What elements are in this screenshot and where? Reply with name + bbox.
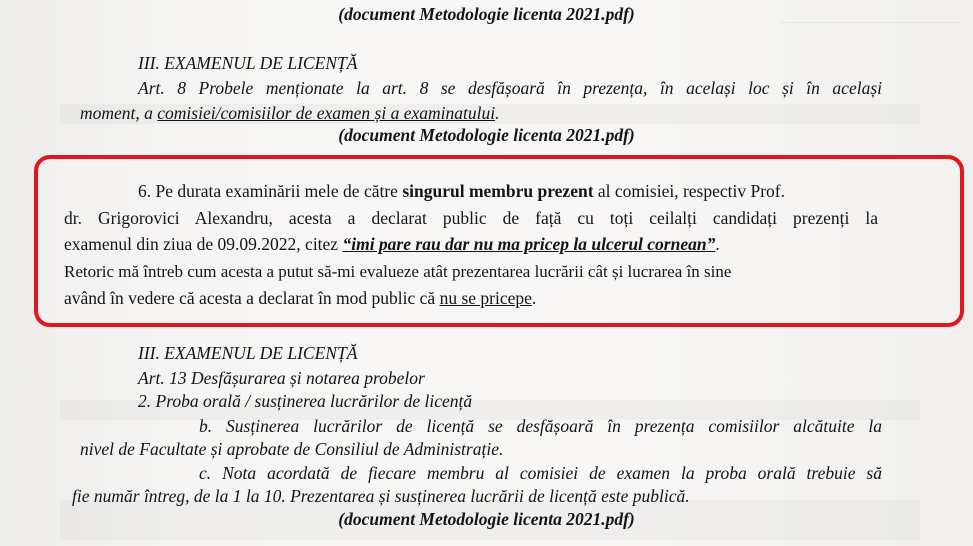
doc-reference-top: (document Metodologie licenta 2021.pdf) — [338, 4, 635, 24]
article-13-title: Art. 13 Desfășurarea și notarea probelor — [138, 368, 425, 388]
highlight-line-3-prefix: examenul din ziua de 09.09.2022, citez — [64, 234, 343, 254]
highlight-line-2: dr. Grigorovici Alexandru, acesta a declarat public de față cu toți ceilalți candidați prezenți la — [64, 208, 878, 228]
point-c-line-2: fie număr întreg, de la 1 la 10. Prezentarea și susținerea lucrării de licență este publică. — [72, 486, 690, 506]
article-8-suffix: . — [495, 103, 500, 123]
highlight-line-1 — [138, 183, 785, 201]
section-heading: III. EXAMENUL DE LICENȚĂ — [138, 53, 358, 73]
highlight-line-3-suffix: . — [715, 234, 720, 254]
highlight-line-3 — [64, 236, 720, 254]
article-8-line-1: Art. 8 Probele menționate la art. 8 se desfășoară în prezența, în același loc și în același — [138, 78, 882, 98]
highlight-underlined: nu se pricepe — [439, 288, 532, 308]
highlight-line-5-suffix: . — [531, 288, 537, 308]
article-8-line-2 — [80, 105, 499, 123]
point-2-title: 2. Proba orală / susținerea lucrărilor de licență — [138, 391, 473, 411]
point-b-line-2: nivel de Facultate și aprobate de Consiliul de Administrație. — [80, 439, 504, 459]
article-8-prefix: moment, a — [80, 103, 158, 123]
highlight-line-1-suffix: al comisiei, respectiv Prof. — [593, 181, 786, 201]
highlight-line-4: Retoric mă întreb cum acesta a putut să-mi evalueze atât prezentarea lucrării cât și lucrarea în sine — [64, 262, 732, 281]
highlight-line-5-prefix: având în vedere că acesta a declarat în mod public că — [64, 288, 440, 308]
section-heading-2: III. EXAMENUL DE LICENȚĂ — [138, 343, 358, 363]
highlight-line-1-prefix: 6. Pe durata examinării mele de către — [138, 181, 403, 201]
highlight-line-5 — [64, 290, 536, 308]
point-b-line-1: b. Susținerea lucrărilor de licență se desfășoară în prezența comisiilor alcătuite la — [199, 416, 882, 436]
highlight-bold-phrase: singurul membru prezent — [402, 181, 594, 201]
doc-reference: (document Metodologie licenta 2021.pdf) — [338, 125, 635, 145]
highlight-quote: “imi pare rau dar nu ma pricep la ulcerul cornean” — [342, 234, 716, 254]
point-c-line-1: c. Nota acordată de fiecare membru al comisiei de examen la proba orală trebuie să — [199, 463, 882, 483]
article-8-underlined: comisiei/comisiilor de examen și a examinatului — [157, 103, 496, 123]
doc-reference-bottom: (document Metodologie licenta 2021.pdf) — [338, 509, 635, 529]
